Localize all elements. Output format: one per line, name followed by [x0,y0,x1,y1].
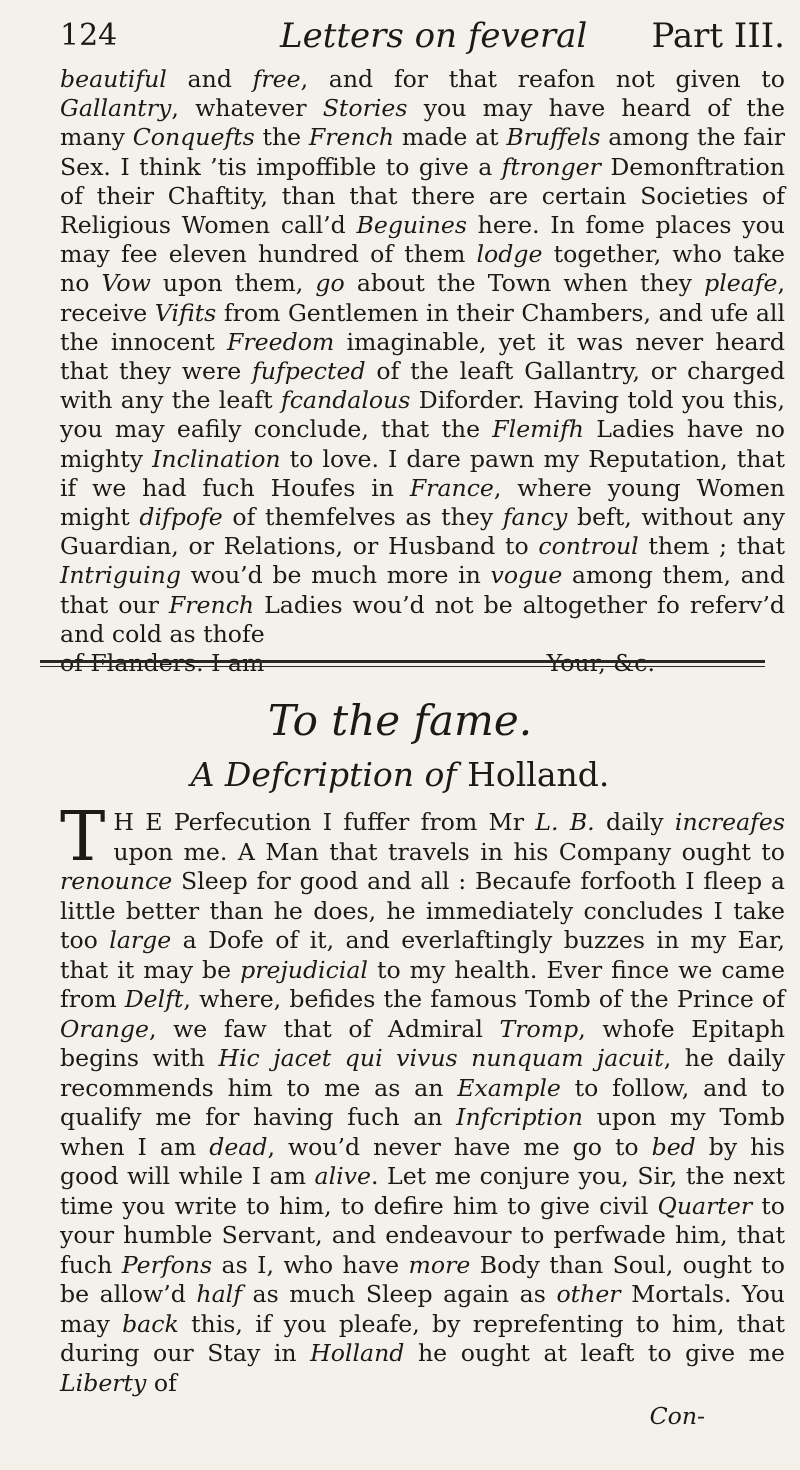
subtitle-place: Holland. [467,755,610,794]
page-number: 124 [60,18,118,53]
letter-text: H E Perfecution I fuffer from Mr L. B. daily increafes upon me. A Man that travels in his Company ought to renounce Sleep for good and all : Becaufe forfooth I fleep a little better than he does, he immediately concludes I take too large a Dofe of it, and everlaftingly buzzes in my Ear, that it may be prejudicial to my health. Ever fince we came from Delft, where, befides the famous Tomb of the Prince of Orange, we faw that of Admiral Tromp, whofe Epitaph begins with Hic jacet qui vivus nunquam jacuit, he daily recommends him to me as an Example to follow, and to qualify me for having fuch an Infcription upon my Tomb when I am dead, wou’d never have me go to bed by his good will while I am alive. Let me conjure you, Sir, the next time you write to him, to defire him to give civil Quarter to your humble Servant, and endeavour to perfwade him, that fuch Perfons as I, who have more Body than Soul, ought to be allow’d half as much Sleep again as other Mortals. You may back this, if you pleafe, by reprefenting to him, that during our Stay in Holland he ought at leaft to give me Liberty of [60,808,786,1397]
previous-letter [60,65,785,678]
drop-cap: T [60,798,106,877]
section-title: To the fame. [267,696,533,745]
previous-letter-body: beautiful and free, and for that reafon not given to Gallantry, whatever Stories you may have heard of the many Conquefts the French made at Bruffels among the fair Sex. I think ’tis impoffible to give a ftronger Demonftration of their Chaftity, than that there are certain Societies of Religious Women call’d Beguines here. In fome places you may fee eleven hundred of them lodge together, who take no Vow upon them, go about the Town when they pleafe, receive Vifits from Gentlemen in their Chambers, and ufe all the innocent Freedom imaginable, yet it was never heard that they were fufpected of the leaft Gallantry, or charged with any the leaft fcandalous Diforder. Having told you this, you may eafily conclude, that the Flemifh Ladies have no mighty Inclination to love. I dare pawn my Reputation, that if we had fuch Houfes in France, where young Women might difpofe of themfelves as they fancy beft, without any Guardian, or Relations, or Husband to controul them ; that Intriguing wou’d be much more in vogue among them, and that our French Ladies wou’d not be altogether fo referv’d and cold as thofe [60,65,786,648]
section-divider-thin [40,666,765,667]
closing-left: of Flanders. I am [60,649,265,678]
section-divider [40,660,765,663]
part-label: Part III. [651,16,785,56]
closing-signature: Your, &c. [546,649,655,678]
letter-closing [60,649,785,678]
running-title: Letters on feveral [280,16,588,56]
section-subtitle [0,755,800,794]
catchword: Con- [649,1402,705,1430]
subtitle-italic: A Defcription of [190,755,457,794]
letter-body [60,798,786,1398]
page-header [60,8,785,63]
